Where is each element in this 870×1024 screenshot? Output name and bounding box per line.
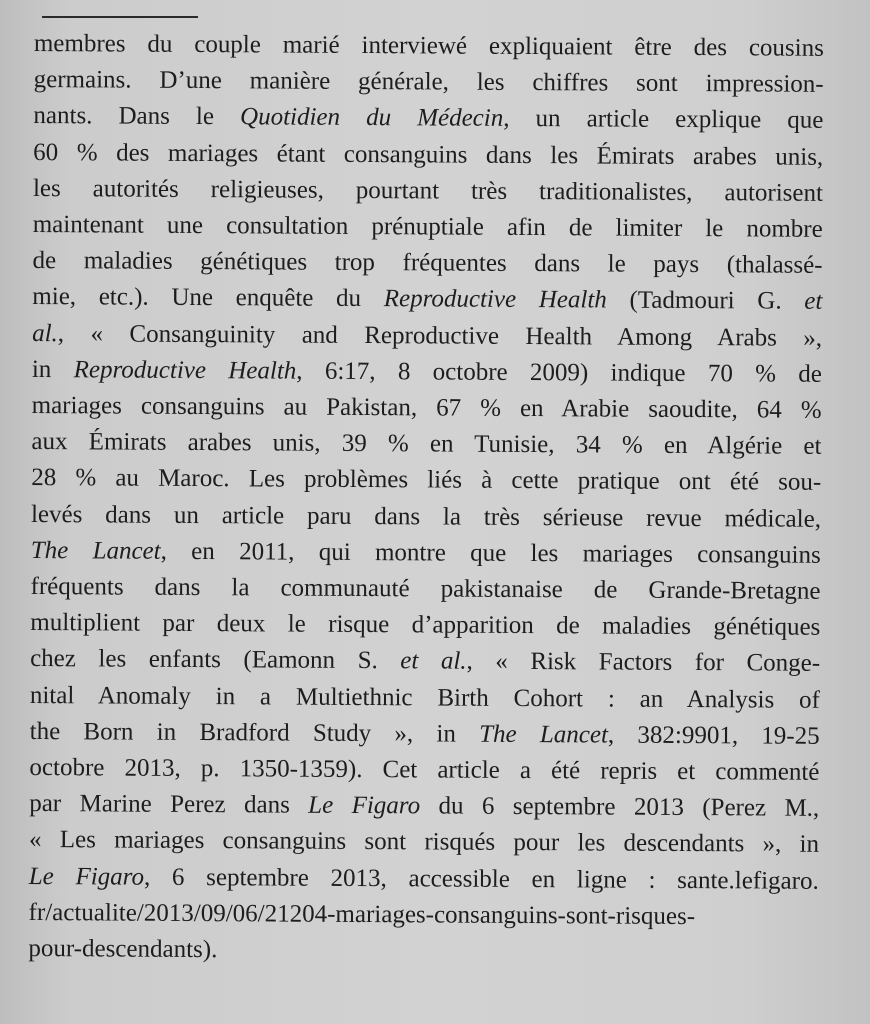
text-line: levés dans un article paru dans la très sérieuse revue médicale,: [30, 500, 822, 533]
text-line: mie, etc.). Une enquête du Reproductive Health (Tadmouri G. et: [32, 283, 823, 316]
text-line: chez les enfants (Eamonn S. et al., « Risk Factors for Conge-: [30, 645, 821, 678]
text-line: aux Émirats arabes unis, 39 % en Tunisie, 34 % en Algérie et: [31, 428, 822, 461]
footnote-text: [28, 26, 824, 972]
text-line: fr/actualite/2013/09/06/21204-mariages-consanguins-sont-risques-: [28, 898, 696, 930]
footnote-separator-rule: [42, 16, 198, 18]
text-line: mariages consanguins au Pakistan, 67 % en Arabie saoudite, 64 %: [31, 392, 822, 424]
italic-text: Le Figaro: [308, 791, 421, 820]
italic-text: Reproductive Health: [73, 356, 297, 385]
italic-text: The Lancet: [30, 536, 161, 565]
text-line: germains. D’une manière générale, les chiffres sont impression-: [33, 66, 824, 99]
text-line: in Reproductive Health, 6:17, 8 octobre 2009) indique 70 % de: [31, 355, 822, 388]
text-line: de maladies génétiques trop fréquentes dans le pays (thalassé-: [32, 247, 823, 280]
text-line: 28 % au Maroc. Les problèmes liés à cette pratique ont été sou-: [31, 464, 822, 497]
text-line: nital Anomaly in a Multiethnic Birth Cohort : an Analysis of: [29, 681, 820, 714]
italic-text: Quotidien du Médecin: [240, 103, 504, 133]
text-line: fréquents dans la communauté pakistanaise de Grande-Bretagne: [30, 573, 821, 605]
text-line: pour-descendants).: [28, 935, 218, 964]
text-line: al., « Consanguinity and Reproductive Health Among Arabs »,: [32, 319, 823, 352]
italic-text: et al.: [400, 647, 467, 676]
italic-text: Reproductive Health: [383, 285, 607, 314]
text-line: The Lancet, en 2011, qui montre que les mariages consanguins: [30, 536, 821, 569]
text-line: multiplient par deux le risque d’apparition de maladies génétiques: [30, 609, 821, 642]
italic-text: Le Figaro: [28, 862, 145, 891]
italic-text: The Lancet: [479, 720, 609, 749]
text-line: octobre 2013, p. 1350-1359). Cet article a été repris et commenté: [29, 754, 820, 786]
italic-text: al.: [32, 319, 58, 347]
text-line: Le Figaro, 6 septembre 2013, accessible en ligne : sante.lefigaro.: [28, 862, 819, 895]
text-line: les autorités religieuses, pourtant très traditionalistes, autorisent: [32, 174, 824, 207]
text-line: nants. Dans le Quotidien du Médecin, un article explique que: [33, 102, 824, 135]
text-line: « Les mariages consanguins sont risqués pour les descendants », in: [28, 826, 820, 859]
italic-text: et: [804, 288, 823, 316]
text-line: maintenant une consultation prénuptiale afin de limiter le nombre: [32, 211, 823, 243]
text-line: par Marine Perez dans Le Figaro du 6 septembre 2013 (Perez M.,: [29, 790, 820, 823]
text-line: 60 % des mariages étant consanguins dans les Émirats arabes unis,: [33, 138, 824, 171]
text-line: membres du couple marié interviewé expliquaient être des cousins: [33, 29, 824, 62]
text-line: the Born in Bradford Study », in The Lancet, 382:9901, 19-25: [29, 717, 820, 750]
